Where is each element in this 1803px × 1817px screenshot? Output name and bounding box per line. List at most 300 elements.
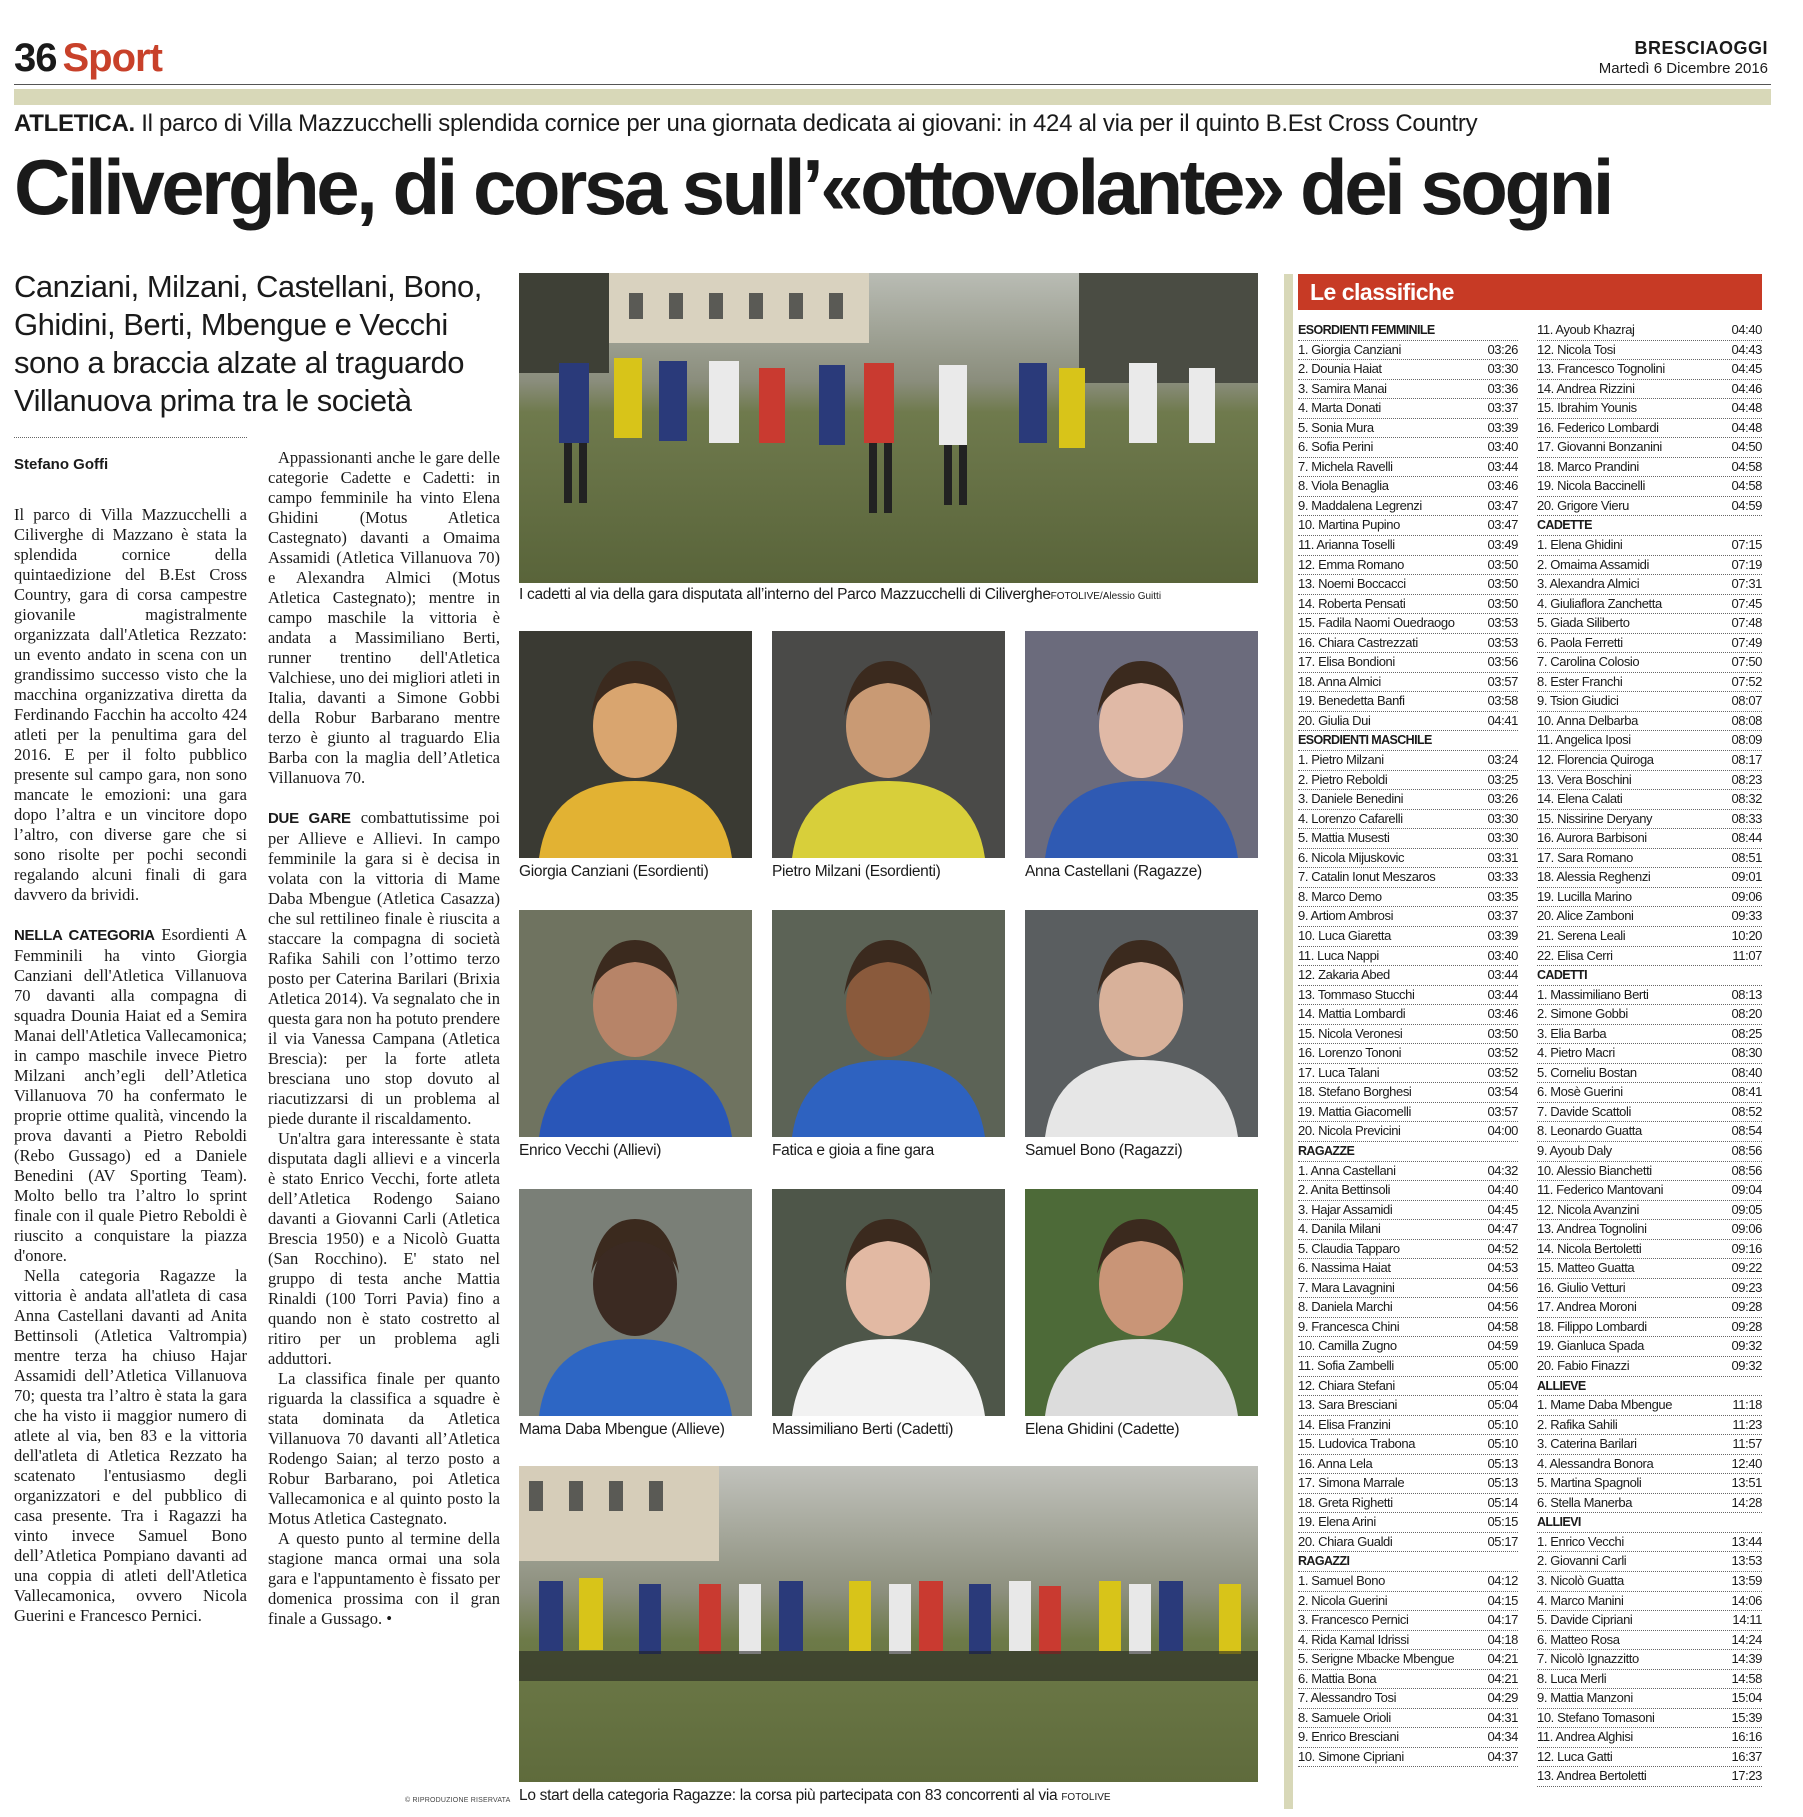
result-row — [1298, 1611, 1518, 1631]
grid-photo — [1025, 631, 1258, 858]
result-row — [1298, 1181, 1518, 1201]
finish-time: 09:33 — [1731, 908, 1762, 924]
result-row — [1298, 1220, 1518, 1240]
result-row — [1298, 1044, 1518, 1064]
result-row — [1298, 516, 1518, 536]
grid-photo-caption: Samuel Bono (Ragazzi) — [1025, 1142, 1183, 1159]
athlete-name: 14. Elisa Franzini — [1298, 1416, 1391, 1432]
result-row — [1298, 1689, 1518, 1709]
finish-time: 04:56 — [1487, 1279, 1518, 1295]
result-row — [1537, 1162, 1762, 1182]
finish-time: 04:48 — [1731, 400, 1762, 416]
caption-text: Lo start della categoria Ragazze: la corsa più partecipata con 83 concorrenti al via — [519, 1787, 1058, 1804]
result-row — [1537, 653, 1762, 673]
finish-time: 03:37 — [1487, 908, 1518, 924]
grid-photo-image — [519, 1189, 752, 1416]
result-row — [1537, 947, 1762, 967]
finish-time: 09:05 — [1731, 1201, 1762, 1217]
result-row — [1537, 1416, 1762, 1436]
athlete-name: 17. Andrea Moroni — [1537, 1299, 1637, 1315]
athlete-name: 20. Chiara Gualdi — [1298, 1533, 1393, 1549]
paragraph-lead: NELLA CATEGORIA — [14, 927, 155, 944]
result-row — [1537, 1494, 1762, 1514]
athlete-name: 3. Elia Barba — [1537, 1025, 1607, 1041]
finish-time: 14:39 — [1731, 1651, 1762, 1667]
athlete-name: 16. Chiara Castrezzati — [1298, 634, 1418, 650]
result-row — [1537, 868, 1762, 888]
finish-time: 03:58 — [1487, 693, 1518, 709]
caption-text: I cadetti al via della gara disputata all’interno del Parco Mazzucchelli di Ciliverghe — [519, 586, 1051, 603]
result-row — [1537, 575, 1762, 595]
athlete-name: 16. Giulio Vetturi — [1537, 1279, 1626, 1295]
athlete-name: 12. Emma Romano — [1298, 556, 1404, 572]
finish-time: 08:56 — [1731, 1162, 1762, 1178]
paragraph: Appassionanti anche le gare delle categorie Cadette e Cadetti: in campo femminile ha vinto Elena Ghidini (Motus Atletica Castegnato) davanti a Omaima Assamidi (Atletica Villanuova 70) e Alexandra Almici (Motus Atletica Castegnato); mentre in campo maschile la vittoria è andata a Massimiliano Berti, runner trentino dell'Atletica Valchiese, uno dei migliori atleti in Italia, davanti a Simone Gobbi della Robur Barbarano mentre terzo è giunto al traguardo Elia Barba con la maglia dell’Atletica Villanuova 70. — [268, 448, 500, 787]
result-row — [1298, 1005, 1518, 1025]
athlete-name: 13. Andrea Tognolini — [1537, 1221, 1647, 1237]
result-row — [1537, 692, 1762, 712]
finish-time: 08:54 — [1731, 1123, 1762, 1139]
result-row — [1537, 1474, 1762, 1494]
athlete-name: 9. Maddalena Legrenzi — [1298, 497, 1422, 513]
athlete-name: 10. Simone Cipriani — [1298, 1748, 1404, 1764]
result-row — [1298, 536, 1518, 556]
result-row — [1537, 1220, 1762, 1240]
athlete-name: 13. Francesco Tognolini — [1537, 361, 1665, 377]
athlete-name: 9. Ayoub Daly — [1537, 1142, 1612, 1158]
athlete-name: 12. Zakaria Abed — [1298, 967, 1390, 983]
athlete-name: 2. Anita Bettinsoli — [1298, 1182, 1391, 1198]
result-row — [1298, 1279, 1518, 1299]
result-row — [1298, 868, 1518, 888]
finish-time: 13:44 — [1731, 1533, 1762, 1549]
athlete-name: 7. Catalin Ionut Meszaros — [1298, 869, 1436, 885]
finish-time: 04:31 — [1487, 1709, 1518, 1725]
finish-time: 03:40 — [1487, 947, 1518, 963]
grid-photo — [772, 631, 1005, 858]
grid-photo — [519, 910, 752, 1137]
issue-date: Martedì 6 Dicembre 2016 — [1598, 60, 1768, 77]
result-row — [1537, 380, 1762, 400]
grid-photo-caption: Anna Castellani (Ragazze) — [1025, 863, 1202, 880]
athlete-name: 13. Andrea Bertoletti — [1537, 1768, 1647, 1784]
result-row — [1298, 1728, 1518, 1748]
athlete-name: 11. Luca Nappi — [1298, 947, 1379, 963]
finish-time: 08:25 — [1731, 1025, 1762, 1041]
result-row — [1298, 927, 1518, 947]
grid-photo-caption: Massimiliano Berti (Cadetti) — [772, 1421, 954, 1438]
athlete-name: 4. Rida Kamal Idrissi — [1298, 1631, 1409, 1647]
athlete-name: 8. Samuele Orioli — [1298, 1709, 1391, 1725]
athlete-name: 3. Francesco Pernici — [1298, 1612, 1409, 1628]
finish-time: 04:18 — [1487, 1631, 1518, 1647]
finish-time: 03:46 — [1487, 478, 1518, 494]
athlete-name: 19. Nicola Baccinelli — [1537, 478, 1645, 494]
finish-time: 12:40 — [1731, 1455, 1762, 1471]
subheadline: Canziani, Milzani, Castellani, Bono, Ghidini, Berti, Mbengue e Vecchi sono a braccia alzate al traguardo Villanuova prima tra le società — [14, 269, 482, 418]
standings-column-2 — [1537, 321, 1762, 1787]
grid-photo-image — [772, 631, 1005, 858]
standings-column-1 — [1298, 321, 1518, 1767]
finish-time: 09:32 — [1731, 1357, 1762, 1373]
result-row — [1298, 653, 1518, 673]
athlete-name: 18. Marco Prandini — [1537, 458, 1639, 474]
result-row — [1298, 1337, 1518, 1357]
category-heading: ESORDIENTI FEMMINILE — [1298, 321, 1518, 341]
finish-time: 03:39 — [1487, 419, 1518, 435]
athlete-name: 20. Fabio Finazzi — [1537, 1357, 1630, 1373]
finish-time: 04:17 — [1487, 1612, 1518, 1628]
finish-time: 07:52 — [1731, 673, 1762, 689]
sidebar-divider — [1284, 274, 1293, 1809]
athlete-name: 12. Luca Gatti — [1537, 1748, 1613, 1764]
result-row — [1537, 1298, 1762, 1318]
athlete-name: 6. Mosè Guerini — [1537, 1084, 1623, 1100]
finish-time: 04:41 — [1487, 712, 1518, 728]
result-row — [1537, 927, 1762, 947]
result-row — [1298, 1474, 1518, 1494]
result-row — [1537, 1064, 1762, 1084]
athlete-name: 1. Massimiliano Berti — [1537, 986, 1649, 1002]
result-row — [1537, 399, 1762, 419]
finish-time: 07:31 — [1731, 576, 1762, 592]
athlete-name: 14. Mattia Lombardi — [1298, 1006, 1406, 1022]
result-row — [1537, 1122, 1762, 1142]
finish-time: 03:36 — [1487, 380, 1518, 396]
finish-time: 17:23 — [1731, 1768, 1762, 1784]
athlete-name: 3. Hajar Assamidi — [1298, 1201, 1393, 1217]
result-row — [1537, 634, 1762, 654]
grid-photo — [519, 1189, 752, 1416]
finish-time: 03:30 — [1487, 830, 1518, 846]
finish-time: 03:53 — [1487, 615, 1518, 631]
athlete-name: 16. Federico Lombardi — [1537, 419, 1659, 435]
result-row — [1537, 1142, 1762, 1162]
finish-time: 08:30 — [1731, 1045, 1762, 1061]
result-row — [1537, 810, 1762, 830]
athlete-name: 5. Corneliu Bostan — [1537, 1064, 1637, 1080]
finish-time: 05:15 — [1487, 1514, 1518, 1530]
result-row — [1298, 1298, 1518, 1318]
athlete-name: 2. Rafika Sahili — [1537, 1416, 1618, 1432]
athlete-name: 17. Luca Talani — [1298, 1064, 1380, 1080]
result-row — [1298, 1748, 1518, 1768]
athlete-name: 8. Marco Demo — [1298, 888, 1382, 904]
finish-time: 09:32 — [1731, 1338, 1762, 1354]
finish-time: 04:47 — [1487, 1221, 1518, 1237]
athlete-name: 6. Nicola Mijuskovic — [1298, 849, 1405, 865]
athlete-name: 19. Mattia Giacomelli — [1298, 1103, 1411, 1119]
paragraph: Nella categoria Ragazze la vittoria è andata all'atleta di casa Anna Castellani davanti ad Anita Bettinsoli (Atletica Valtrompia) mentre terza ha chiuso Hajar Assamidi dell’Atletica Villanuova 70; questa tra l’altro è stata la gara che ha visto ii maggior numero di atlete al via, ben 83 e la vittoria dell'atleta di Atletica Rezzato ha scatenato l'entusiasmo degli organizzatori e del pubblico di casa presente. Tra i Ragazzi ha vinto invece Samuel Bono dell’Atletica Pompiano davanti ad una coppia di atleti dell'Atletica Vallecamonica, ovvero Nicola Guerini e Francesco Pernici. — [14, 1266, 247, 1625]
photo-caption-bottom — [519, 1787, 1111, 1805]
finish-time: 07:50 — [1731, 654, 1762, 670]
result-row — [1298, 634, 1518, 654]
finish-time: 09:01 — [1731, 869, 1762, 885]
athlete-name: 17. Giovanni Bonzanini — [1537, 439, 1662, 455]
finish-time: 05:10 — [1487, 1436, 1518, 1452]
category-heading: CADETTE — [1537, 516, 1762, 536]
photo-caption-top — [519, 586, 1161, 604]
finish-time: 07:19 — [1731, 556, 1762, 572]
finish-time: 16:37 — [1731, 1748, 1762, 1764]
result-row — [1537, 477, 1762, 497]
athlete-name: 4. Danila Milani — [1298, 1221, 1381, 1237]
result-row — [1537, 849, 1762, 869]
athlete-name: 3. Samira Manai — [1298, 380, 1387, 396]
athlete-name: 8. Viola Benaglia — [1298, 478, 1389, 494]
result-row — [1298, 1122, 1518, 1142]
finish-time: 04:21 — [1487, 1651, 1518, 1667]
result-row — [1298, 1064, 1518, 1084]
finish-time: 11:18 — [1732, 1397, 1762, 1413]
athlete-name: 5. Mattia Musesti — [1298, 830, 1390, 846]
athlete-name: 19. Elena Arini — [1298, 1514, 1376, 1530]
athlete-name: 19. Lucilla Marino — [1537, 888, 1632, 904]
section-name: Sport — [62, 36, 162, 80]
athlete-name: 4. Marco Manini — [1537, 1592, 1624, 1608]
finish-time: 05:13 — [1487, 1455, 1518, 1471]
athlete-name: 2. Giovanni Carli — [1537, 1553, 1627, 1569]
result-row — [1298, 1083, 1518, 1103]
result-row — [1298, 595, 1518, 615]
finish-time: 05:10 — [1487, 1416, 1518, 1432]
header-rule — [14, 84, 1771, 85]
grid-photo — [1025, 910, 1258, 1137]
result-row — [1298, 712, 1518, 732]
finish-time: 07:49 — [1731, 634, 1762, 650]
athlete-name: 6. Mattia Bona — [1298, 1670, 1377, 1686]
grid-photo-caption: Enrico Vecchi (Allievi) — [519, 1142, 662, 1159]
finish-time: 03:50 — [1487, 576, 1518, 592]
athlete-name: 11. Federico Mantovani — [1537, 1182, 1664, 1198]
athlete-name: 22. Elisa Cerri — [1537, 947, 1613, 963]
finish-time: 09:22 — [1731, 1260, 1762, 1276]
athlete-name: 6. Nassima Haiat — [1298, 1260, 1391, 1276]
athlete-name: 13. Vera Boschini — [1537, 771, 1632, 787]
athlete-name: 9. Francesca Chini — [1298, 1318, 1400, 1334]
finish-time: 04:56 — [1487, 1299, 1518, 1315]
grid-photo-image — [772, 910, 1005, 1137]
athlete-name: 5. Davide Cipriani — [1537, 1612, 1633, 1628]
athlete-name: 7. Michela Ravelli — [1298, 458, 1393, 474]
athlete-name: 4. Alessandra Bonora — [1537, 1455, 1654, 1471]
finish-time: 13:59 — [1731, 1573, 1762, 1588]
athlete-name: 13. Sara Bresciani — [1298, 1397, 1398, 1413]
finish-time: 04:50 — [1731, 439, 1762, 455]
athlete-name: 19. Gianluca Spada — [1537, 1338, 1644, 1354]
result-row — [1537, 1240, 1762, 1260]
result-row — [1537, 497, 1762, 517]
finish-time: 09:04 — [1731, 1182, 1762, 1198]
grid-photo-image — [1025, 631, 1258, 858]
result-row — [1537, 1611, 1762, 1631]
result-row — [1298, 771, 1518, 791]
grid-photo-image — [772, 1189, 1005, 1416]
finish-time: 03:39 — [1487, 927, 1518, 943]
grid-photo-caption: Fatica e gioia a fine gara — [772, 1142, 934, 1159]
grid-photo-caption: Elena Ghidini (Cadette) — [1025, 1421, 1180, 1438]
athlete-name: 14. Elena Calati — [1537, 791, 1623, 807]
result-row — [1537, 1201, 1762, 1221]
result-row — [1298, 1650, 1518, 1670]
finish-time: 03:50 — [1487, 595, 1518, 611]
athlete-name: 12. Florencia Quiroga — [1537, 752, 1654, 768]
finish-time: 03:57 — [1487, 673, 1518, 689]
result-row — [1537, 1337, 1762, 1357]
finish-time: 03:46 — [1487, 1006, 1518, 1022]
athlete-name: 16. Lorenzo Tononi — [1298, 1045, 1402, 1061]
paragraph-text: combattutissime poi per Allieve e Allievi. In campo femminile la gara si è decisa in volata con la vittoria di Mame Daba Mbengue (Atletica Casazza) che sul rettilineo finale è riuscita a staccare la compagna di società Rafika Sahili con l’ottimo terzo posto per Caterina Barilari (Brixia Atletica 2014). Va segnalato che in questa gara non ha potuto prendere il via Vanessa Campana (Atletica Brescia): per la forte atleta bresciana uno stop dovuto al riacutizzarsi di un problema al piede durante il riscaldamento. — [268, 808, 500, 1128]
athlete-name: 9. Enrico Bresciani — [1298, 1729, 1399, 1745]
athlete-name: 1. Mame Daba Mbengue — [1537, 1397, 1673, 1413]
athlete-name: 2. Pietro Reboldi — [1298, 771, 1388, 787]
result-row — [1298, 1435, 1518, 1455]
athlete-name: 17. Elisa Bondioni — [1298, 654, 1395, 670]
athlete-name: 8. Daniela Marchi — [1298, 1299, 1393, 1315]
finish-time: 04:40 — [1731, 322, 1762, 337]
athlete-name: 14. Roberta Pensati — [1298, 595, 1406, 611]
athlete-name: 14. Nicola Bertoletti — [1537, 1240, 1642, 1256]
finish-time: 14:11 — [1732, 1612, 1762, 1628]
finish-time: 15:04 — [1731, 1690, 1762, 1706]
paragraph-lead: DUE GARE — [268, 810, 351, 827]
athlete-name: 11. Andrea Alghisi — [1537, 1729, 1633, 1745]
category-heading: RAGAZZI — [1298, 1552, 1518, 1572]
result-row — [1537, 1709, 1762, 1729]
finish-time: 05:17 — [1487, 1533, 1518, 1549]
finish-time: 07:45 — [1731, 595, 1762, 611]
category-heading: ESORDIENTI MASCHILE — [1298, 731, 1518, 751]
result-row — [1298, 399, 1518, 419]
result-row — [1537, 1083, 1762, 1103]
result-row — [1298, 751, 1518, 771]
finish-time: 03:30 — [1487, 361, 1518, 377]
finish-time: 09:28 — [1731, 1299, 1762, 1315]
athlete-name: 5. Claudia Tapparo — [1298, 1240, 1400, 1256]
result-row — [1298, 947, 1518, 967]
result-row — [1537, 1357, 1762, 1377]
finish-time: 07:15 — [1731, 537, 1762, 553]
athlete-name: 1. Pietro Milzani — [1298, 752, 1384, 768]
athlete-name: 14. Andrea Rizzini — [1537, 380, 1635, 396]
athlete-name: 6. Matteo Rosa — [1537, 1631, 1620, 1647]
result-row — [1298, 1103, 1518, 1123]
finish-time: 05:13 — [1487, 1475, 1518, 1491]
result-row — [1298, 1709, 1518, 1729]
result-row — [1298, 614, 1518, 634]
athlete-name: 9. Artiom Ambrosi — [1298, 908, 1394, 924]
finish-time: 04:58 — [1487, 1318, 1518, 1334]
finish-time: 08:08 — [1731, 712, 1762, 728]
result-row — [1298, 849, 1518, 869]
result-row — [1298, 360, 1518, 380]
athlete-name: 10. Anna Delbarba — [1537, 712, 1638, 728]
finish-time: 04:15 — [1487, 1592, 1518, 1608]
result-row — [1298, 1416, 1518, 1436]
result-row — [1537, 1279, 1762, 1299]
result-row — [1298, 438, 1518, 458]
category-heading: ALLIEVE — [1537, 1377, 1762, 1397]
result-row — [1298, 1162, 1518, 1182]
finish-time: 03:52 — [1487, 1064, 1518, 1080]
athlete-name: 20. Alice Zamboni — [1537, 908, 1634, 924]
athlete-name: 1. Samuel Bono — [1298, 1573, 1385, 1588]
athlete-name: 4. Pietro Macri — [1537, 1045, 1615, 1061]
result-row — [1298, 1240, 1518, 1260]
athlete-name: 5. Sonia Mura — [1298, 419, 1374, 435]
athlete-name: 11. Angelica Iposi — [1537, 732, 1631, 748]
athlete-name: 18. Stefano Borghesi — [1298, 1084, 1412, 1100]
finish-time: 03:26 — [1487, 341, 1518, 357]
photo-credit: FOTOLIVE/Alessio Guitti — [1050, 591, 1162, 602]
result-row — [1298, 1396, 1518, 1416]
finish-time: 16:16 — [1731, 1729, 1762, 1745]
result-row — [1537, 712, 1762, 732]
result-row — [1537, 1748, 1762, 1768]
finish-time: 08:07 — [1731, 693, 1762, 709]
grid-photo — [519, 631, 752, 858]
finish-time: 15:39 — [1731, 1709, 1762, 1725]
result-row — [1537, 419, 1762, 439]
athlete-name: 4. Lorenzo Cafarelli — [1298, 810, 1403, 826]
athlete-name: 13. Noemi Boccacci — [1298, 576, 1406, 592]
finish-time: 04:40 — [1487, 1182, 1518, 1198]
athlete-name: 15. Ibrahim Younis — [1537, 400, 1637, 416]
result-row — [1298, 966, 1518, 986]
finish-time: 04:53 — [1487, 1260, 1518, 1276]
result-row — [1298, 1259, 1518, 1279]
result-row — [1537, 1728, 1762, 1748]
grid-photo-caption: Pietro Milzani (Esordienti) — [772, 863, 941, 880]
finish-time: 03:44 — [1487, 967, 1518, 983]
result-row — [1537, 986, 1762, 1006]
paragraph: La classifica finale per quanto riguarda la classifica a squadre è stata dominata da Atletica Villanuova 70 davanti all’Atletica Rodengo Saian; al terzo posto a Robur Barbarano, poi Atletica Vallecamonica e al quinto posto la Motus Atletica Castegnato. — [268, 1369, 500, 1528]
result-row — [1537, 1455, 1762, 1475]
page-number — [14, 36, 162, 81]
finish-time: 09:06 — [1731, 1221, 1762, 1237]
athlete-name: 17. Simona Marrale — [1298, 1475, 1405, 1491]
result-row — [1298, 692, 1518, 712]
result-row — [1537, 438, 1762, 458]
result-row — [1537, 458, 1762, 478]
athlete-name: 5. Serigne Mbacke Mbengue — [1298, 1651, 1455, 1667]
athlete-name: 20. Giulia Dui — [1298, 712, 1371, 728]
finish-time: 04:59 — [1731, 497, 1762, 513]
athlete-name: 18. Filippo Lombardi — [1537, 1318, 1647, 1334]
finish-time: 08:17 — [1731, 752, 1762, 768]
result-row — [1537, 1259, 1762, 1279]
finish-time: 04:58 — [1731, 478, 1762, 494]
result-row — [1298, 1201, 1518, 1221]
finish-time: 03:50 — [1487, 556, 1518, 572]
athlete-name: 15. Fadila Naomi Ouedraogo — [1298, 615, 1455, 631]
result-row — [1298, 986, 1518, 1006]
result-row — [1298, 790, 1518, 810]
result-row — [1537, 1533, 1762, 1553]
athlete-name: 10. Alessio Bianchetti — [1537, 1162, 1652, 1178]
result-row — [1298, 1631, 1518, 1651]
finish-time: 04:34 — [1487, 1729, 1518, 1745]
finish-time: 03:44 — [1487, 458, 1518, 474]
athlete-name: 19. Benedetta Banfi — [1298, 693, 1405, 709]
athlete-name: 8. Leonardo Guatta — [1537, 1123, 1642, 1139]
athlete-name: 7. Davide Scattoli — [1537, 1103, 1631, 1119]
finish-time: 07:48 — [1731, 615, 1762, 631]
athlete-name: 3. Alexandra Almici — [1537, 576, 1640, 592]
photo-cadetti-start-image — [519, 273, 1258, 583]
athlete-name: 8. Ester Franchi — [1537, 673, 1623, 689]
photo-cadetti-start — [519, 273, 1258, 583]
